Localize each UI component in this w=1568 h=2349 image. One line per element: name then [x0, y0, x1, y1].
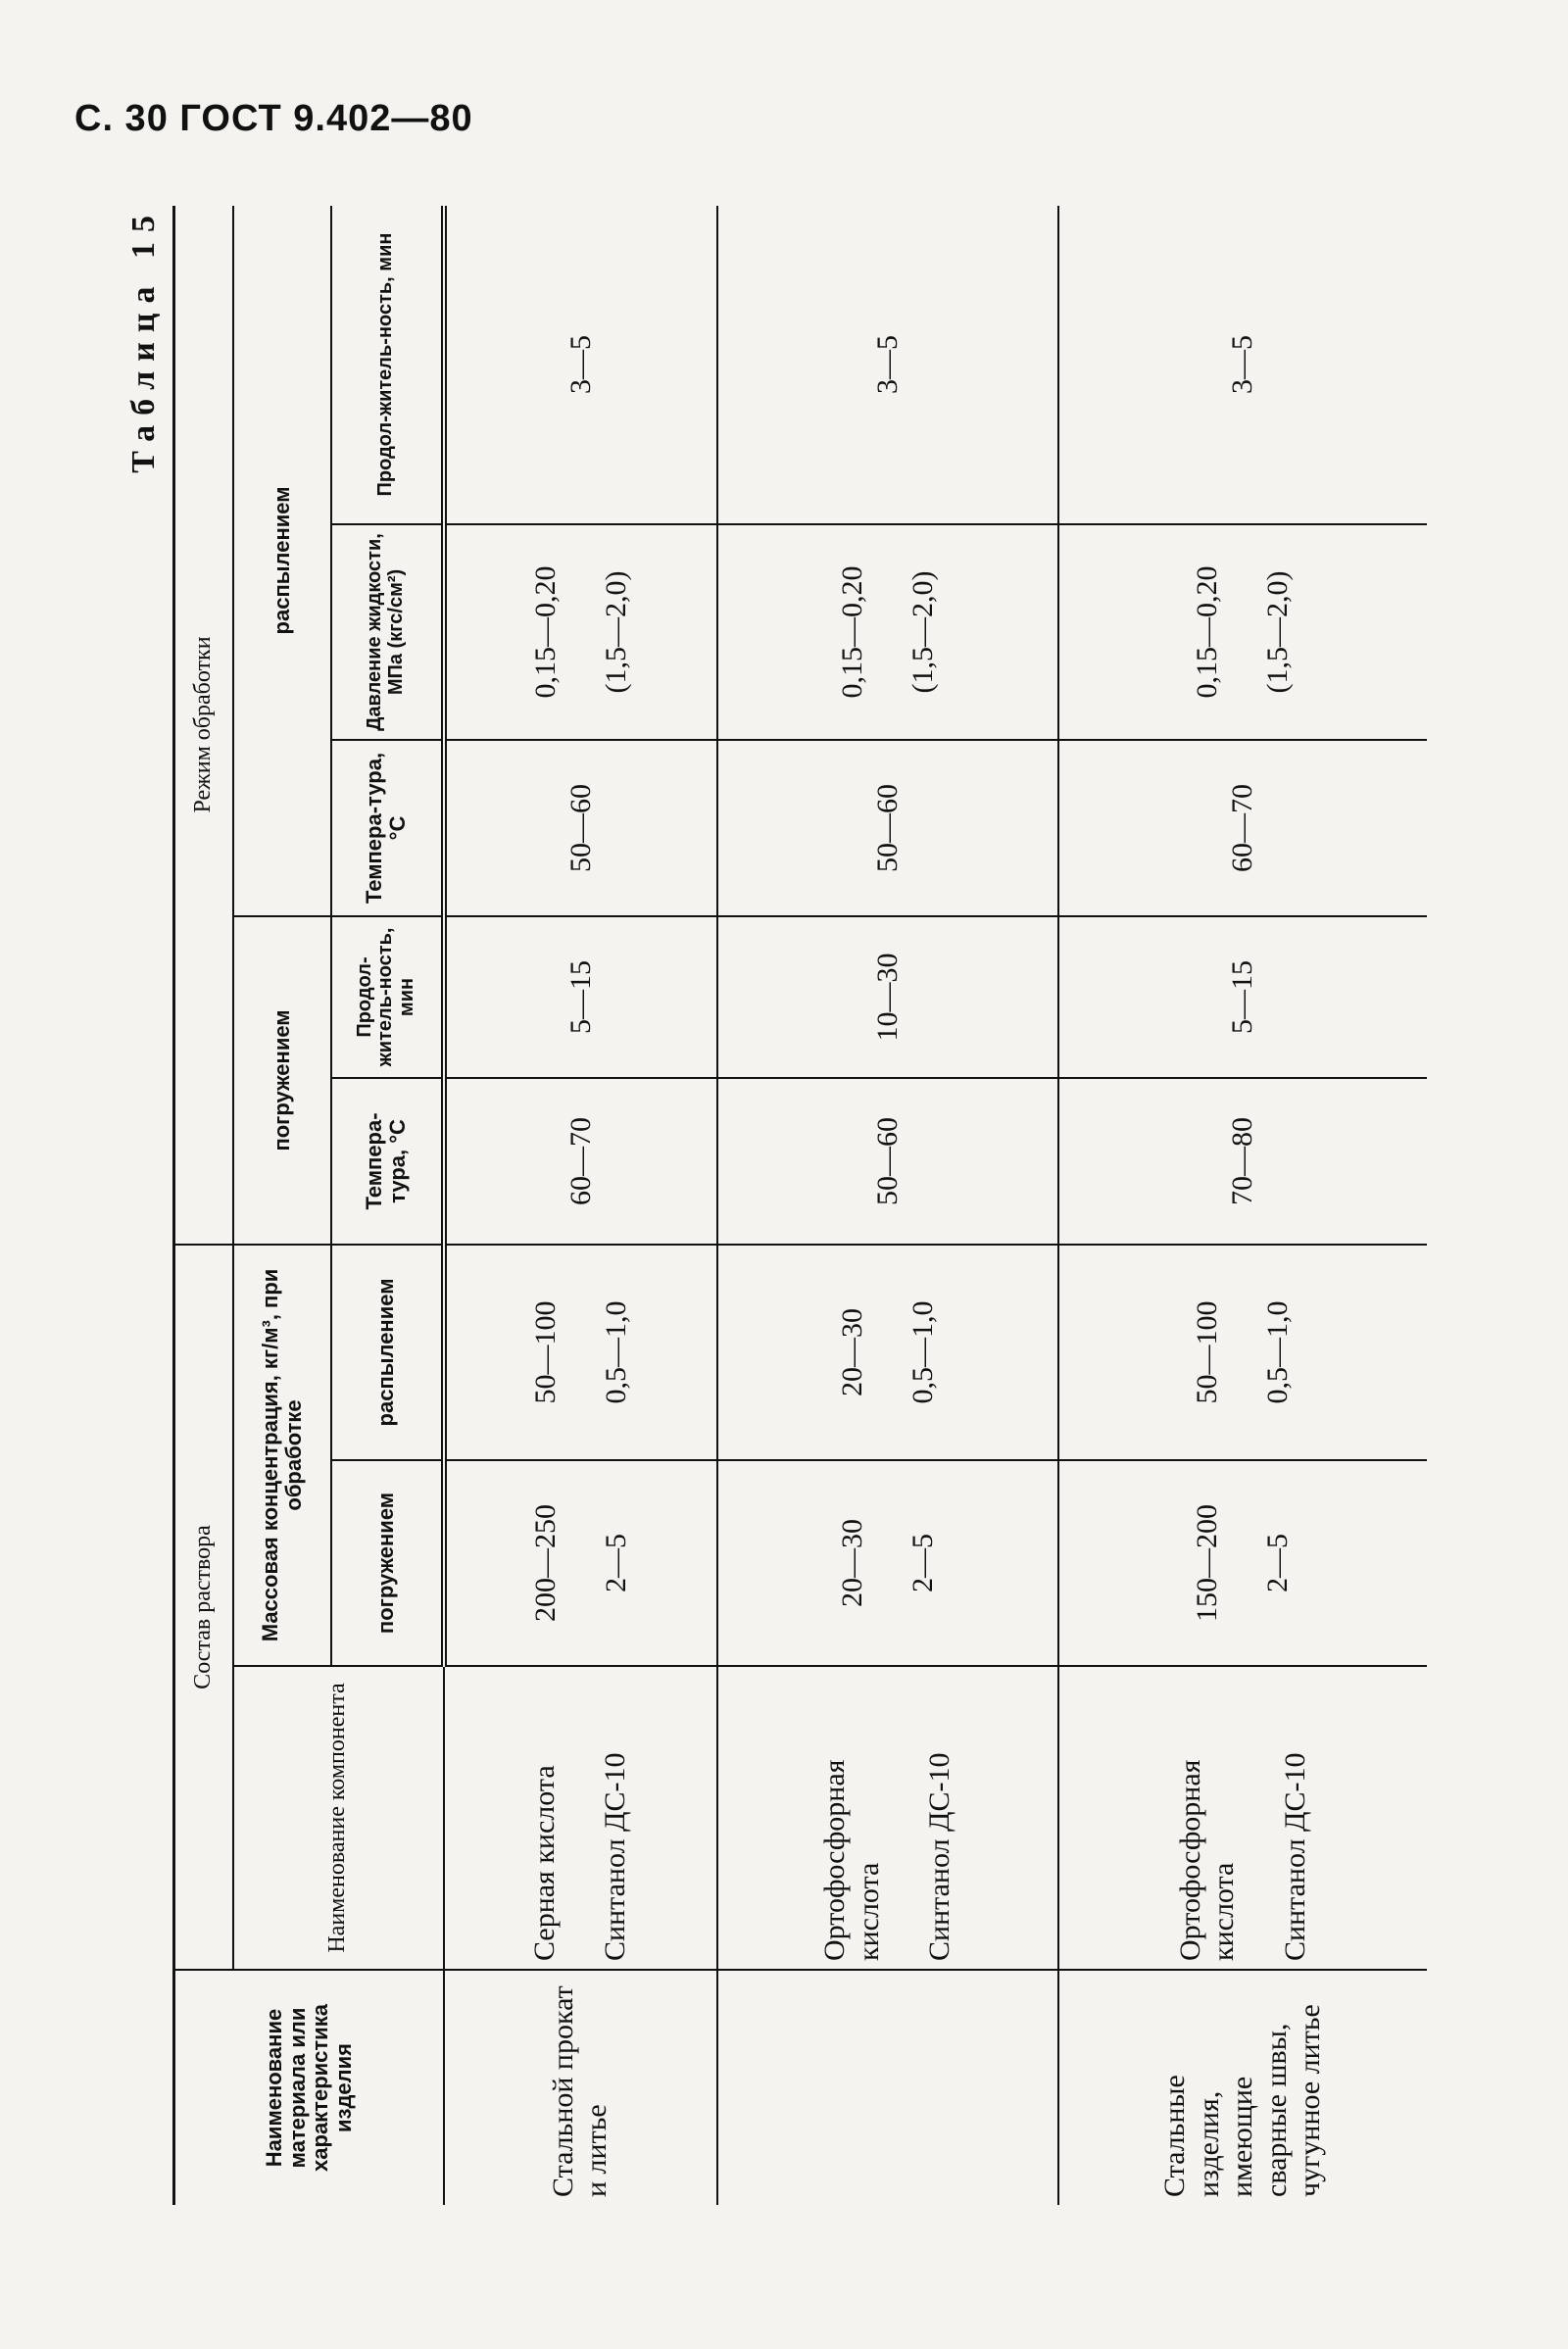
component-name: Серная кислота — [527, 1765, 561, 1961]
component-cell — [444, 1666, 718, 1970]
conc-spray-cell — [444, 1245, 718, 1460]
spray-temp-cell: 60—70 — [1058, 740, 1427, 916]
header-immersion: погружением — [233, 916, 331, 1245]
conc-value: 20—30 — [835, 1519, 868, 1607]
imm-duration-cell: 5—15 — [444, 916, 718, 1078]
conc-value: 2—5 — [1261, 1534, 1295, 1592]
component-name: Ортофосфорная кислота — [1173, 1759, 1241, 1961]
component-name: Ортофосфорная кислота — [818, 1759, 885, 1961]
imm-duration-cell: 10—30 — [717, 916, 1057, 1078]
page-header: С. 30 ГОСТ 9.402—80 — [74, 98, 473, 139]
imm-temp-cell: 70—80 — [1058, 1078, 1427, 1245]
table-caption: Таблица 15 — [125, 206, 162, 473]
header-imm-duration: Продол-житель-ность, мин — [331, 916, 444, 1078]
header-imm-temperature: Темпера-тура, °С — [331, 1078, 444, 1245]
material-cell: Стальные изделия, имеющие сварные швы, чугунное литье — [1058, 1970, 1427, 2205]
header-mode: Режим обработки — [174, 206, 233, 1245]
pressure-value: 0,15—0,20 — [528, 565, 562, 699]
component-cell — [717, 1666, 1057, 1970]
spray-pressure-cell — [717, 524, 1057, 740]
conc-value: 150—200 — [1190, 1504, 1223, 1622]
header-solution: Состав раствора — [174, 1245, 233, 1970]
conc-value: 0,5—1,0 — [906, 1300, 940, 1404]
conc-value: 0,5—1,0 — [1261, 1300, 1295, 1404]
spray-pressure-cell — [444, 524, 718, 740]
spray-pressure-cell — [1058, 524, 1427, 740]
spray-temp-cell: 50—60 — [444, 740, 718, 916]
spray-duration-cell: 3—5 — [1058, 206, 1427, 524]
rotated-table-block — [118, 206, 1431, 2205]
conc-value: 200—250 — [528, 1504, 562, 1622]
component-name: Синтанол ДС-10 — [923, 1752, 956, 1961]
conc-value: 20—30 — [835, 1308, 868, 1396]
imm-temp-cell: 60—70 — [444, 1078, 718, 1245]
header-material: Наименование материала или характеристика изделия — [174, 1970, 444, 2205]
spray-duration-cell: 3—5 — [717, 206, 1057, 524]
component-name: Синтанол ДС-10 — [1278, 1752, 1311, 1961]
imm-temp-cell: 50—60 — [717, 1078, 1057, 1245]
header-conc-immersion: погружением — [331, 1460, 444, 1666]
spray-duration-cell: 3—5 — [444, 206, 718, 524]
conc-spray-cell — [1058, 1245, 1427, 1460]
table-row — [717, 206, 1057, 2205]
imm-duration-cell: 5—15 — [1058, 916, 1427, 1078]
component-cell — [1058, 1666, 1427, 1970]
header-concentration: Массовая концентрация, кг/м³, при обработке — [233, 1245, 331, 1666]
conc-immersion-cell — [444, 1460, 718, 1666]
spray-temp-cell: 50—60 — [717, 740, 1057, 916]
header-spray-duration: Продол-житель-ность, мин — [331, 206, 444, 524]
header-component: Наименование компонента — [233, 1666, 444, 1970]
header-spray: распылением — [233, 206, 331, 916]
header-spray-pressure: Давление жидкости, МПа (кгс/см²) — [331, 524, 444, 740]
conc-value: 50—100 — [528, 1300, 562, 1404]
pressure-value: (1,5—2,0) — [1261, 570, 1295, 694]
conc-spray-cell — [717, 1245, 1057, 1460]
pressure-value: (1,5—2,0) — [906, 570, 940, 694]
pressure-value: (1,5—2,0) — [600, 570, 633, 694]
header-conc-spray: распылением — [331, 1245, 444, 1460]
conc-value: 50—100 — [1190, 1300, 1223, 1404]
header-spray-temperature: Темпера-тура, °С — [331, 740, 444, 916]
data-table — [172, 206, 1427, 2205]
conc-value: 2—5 — [906, 1534, 940, 1592]
conc-value: 0,5—1,0 — [600, 1300, 633, 1404]
table-row — [1058, 206, 1427, 2205]
table-row — [444, 206, 718, 2205]
material-cell: Стальной прокат и литье — [444, 1970, 718, 2205]
component-name: Синтанол ДС-10 — [599, 1752, 632, 1961]
conc-value: 2—5 — [600, 1534, 633, 1592]
pressure-value: 0,15—0,20 — [1190, 565, 1223, 699]
material-cell — [717, 1970, 1057, 2205]
conc-immersion-cell — [717, 1460, 1057, 1666]
conc-immersion-cell — [1058, 1460, 1427, 1666]
pressure-value: 0,15—0,20 — [835, 565, 868, 699]
